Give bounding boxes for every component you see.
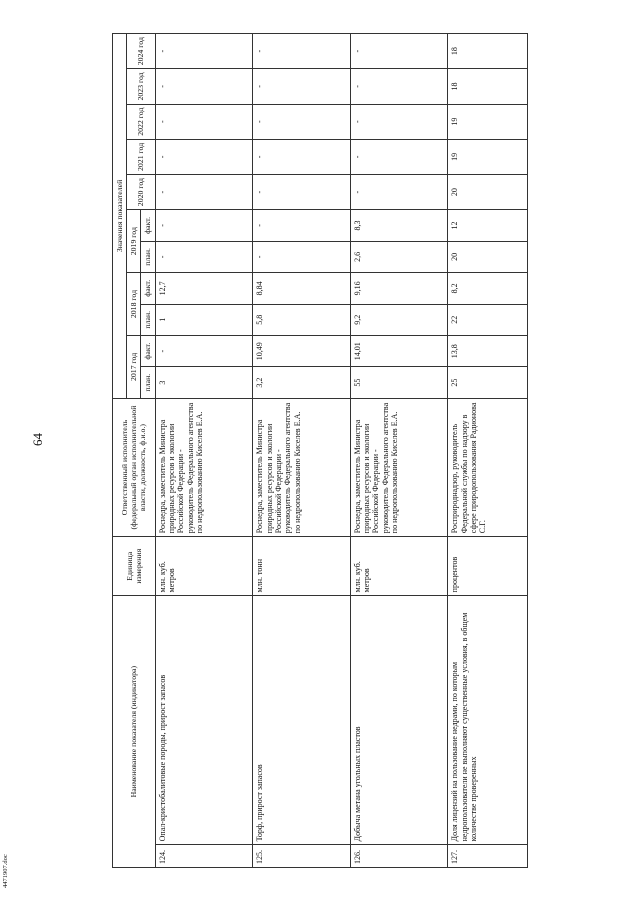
value-2018-fact: 12,7 xyxy=(155,273,253,304)
indicator-name: Опал-кристобалитовые породы, прирост запасов xyxy=(155,596,253,845)
unit-cell: млн. куб. метров xyxy=(350,537,448,596)
header-plan: план. xyxy=(141,241,155,272)
header-year-2022: 2022 год xyxy=(127,104,155,139)
responsible-cell: Роснедра, заместитель Министра природных ресурсов и экологии Российской Федерации - руководитель Федерального агентства по недропользованию Киселев Е.А. xyxy=(350,398,448,536)
indicator-name: Торф, прирост запасов xyxy=(253,596,351,845)
value-2022: - xyxy=(253,104,351,139)
value-2021: 19 xyxy=(448,139,528,174)
value-2019-fact: - xyxy=(253,210,351,241)
value-2017-fact: - xyxy=(155,335,253,366)
value-2021: - xyxy=(155,139,253,174)
value-2019-plan: - xyxy=(253,241,351,272)
header-values-group: Значения показателей xyxy=(113,34,127,399)
value-2017-plan: 25 xyxy=(448,367,528,398)
value-2019-fact: 12 xyxy=(448,210,528,241)
table-row xyxy=(350,34,448,868)
value-2019-plan: 20 xyxy=(448,241,528,272)
value-2020: - xyxy=(253,175,351,210)
value-2017-fact: 14,01 xyxy=(350,335,448,366)
value-2023: - xyxy=(155,69,253,104)
table-row xyxy=(448,34,528,868)
file-name-footer: 4471907.doc xyxy=(2,854,9,888)
value-2020: - xyxy=(350,175,448,210)
value-2019-plan: 2,6 xyxy=(350,241,448,272)
header-year-2021: 2021 год xyxy=(127,139,155,174)
row-index: 125. xyxy=(253,845,351,868)
value-2024: - xyxy=(155,34,253,69)
value-2018-fact: 8,84 xyxy=(253,273,351,304)
header-responsible: Ответственный исполнитель (федеральный орган исполнительной власти, должность, ф.и.о.) xyxy=(113,398,156,536)
table-container xyxy=(112,33,528,868)
value-2018-plan: 22 xyxy=(448,304,528,335)
header-name: Наименование показателя (индикатора) xyxy=(113,596,156,868)
responsible-cell: Росприроднадзор, руководитель Федеральной службы по надзору в сфере природопользования Радионова С.Г. xyxy=(448,398,528,536)
header-year-2018: 2018 год xyxy=(127,273,141,336)
header-year-2020: 2020 год xyxy=(127,175,155,210)
header-fact: факт. xyxy=(141,335,155,366)
value-2017-plan: 3 xyxy=(155,367,253,398)
value-2019-fact: - xyxy=(155,210,253,241)
page-number: 64 xyxy=(30,433,45,446)
value-2022: - xyxy=(155,104,253,139)
value-2021: - xyxy=(253,139,351,174)
header-year-2023: 2023 год xyxy=(127,69,155,104)
unit-cell: млн. куб. метров xyxy=(155,537,253,596)
value-2020: - xyxy=(155,175,253,210)
value-2018-plan: 5,8 xyxy=(253,304,351,335)
value-2018-plan: 1 xyxy=(155,304,253,335)
value-2023: - xyxy=(350,69,448,104)
unit-cell: процентов xyxy=(448,537,528,596)
header-year-2019: 2019 год xyxy=(127,210,141,273)
value-2017-plan: 3,2 xyxy=(253,367,351,398)
indicator-name: Добыча метана угольных пластов xyxy=(350,596,448,845)
value-2019-fact: 8,3 xyxy=(350,210,448,241)
value-2020: 20 xyxy=(448,175,528,210)
header-fact: факт. xyxy=(141,210,155,241)
value-2017-plan: 55 xyxy=(350,367,448,398)
row-index: 126. xyxy=(350,845,448,868)
header-plan: план. xyxy=(141,367,155,398)
value-2017-fact: 13,8 xyxy=(448,335,528,366)
row-index: 127. xyxy=(448,845,528,868)
value-2018-fact: 9,16 xyxy=(350,273,448,304)
value-2018-plan: 9,2 xyxy=(350,304,448,335)
header-plan: план. xyxy=(141,304,155,335)
value-2019-plan: - xyxy=(155,241,253,272)
header-unit: Единица измерения xyxy=(113,537,156,596)
value-2023: 18 xyxy=(448,69,528,104)
value-2024: - xyxy=(350,34,448,69)
responsible-cell: Роснедра, заместитель Министра природных ресурсов и экологии Российской Федерации - руководитель Федерального агентства по недропользованию Киселев Е.А. xyxy=(155,398,253,536)
value-2024: 18 xyxy=(448,34,528,69)
table-row xyxy=(253,34,351,868)
unit-cell: млн. тонн xyxy=(253,537,351,596)
value-2022: 19 xyxy=(448,104,528,139)
value-2023: - xyxy=(253,69,351,104)
header-year-2017: 2017 год xyxy=(127,335,141,398)
table-row xyxy=(155,34,253,868)
value-2018-fact: 8,2 xyxy=(448,273,528,304)
indicators-table xyxy=(112,33,528,868)
indicator-name: Доля лицензий на пользование недрами, по которым недропользователи не выполняют существенные условия, в общем количестве проверенных xyxy=(448,596,528,845)
header-fact: факт. xyxy=(141,273,155,304)
responsible-cell: Роснедра, заместитель Министра природных ресурсов и экологии Российской Федерации - руководитель Федерального агентства по недропользованию Киселев Е.А. xyxy=(253,398,351,536)
value-2021: - xyxy=(350,139,448,174)
value-2017-fact: 10,49 xyxy=(253,335,351,366)
value-2024: - xyxy=(253,34,351,69)
header-year-2024: 2024 год xyxy=(127,34,155,69)
value-2022: - xyxy=(350,104,448,139)
row-index: 124. xyxy=(155,845,253,868)
